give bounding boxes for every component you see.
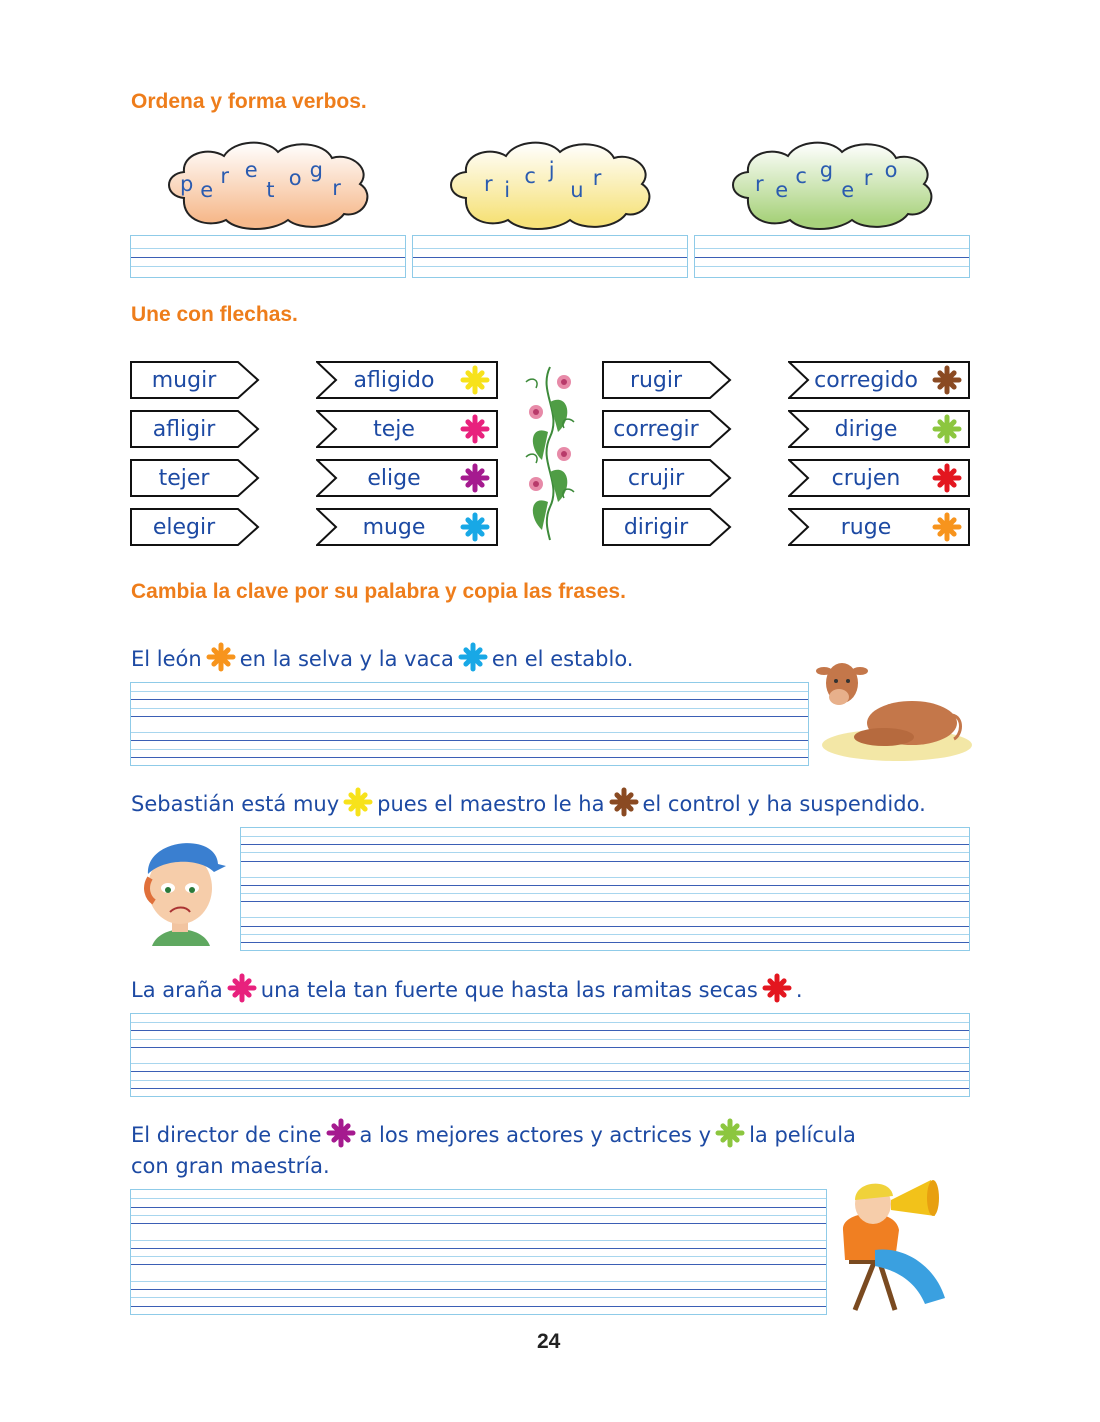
- cloud-letter: o: [288, 166, 302, 190]
- verb-tag-left-label: afligir: [152, 416, 216, 442]
- cow-illustration-icon: [812, 655, 972, 765]
- cloud-letter: r: [220, 164, 230, 188]
- sentence-4-line-2: con gran maestría.: [131, 1154, 330, 1178]
- copy-lines-4[interactable]: [130, 1189, 827, 1315]
- word-tag-right-label: corregido: [814, 367, 918, 393]
- splat-magenta-icon: [460, 414, 490, 444]
- splat-cyan-icon: [460, 512, 490, 542]
- cloud-letter: g: [309, 158, 323, 182]
- cloud-letter: j: [548, 158, 555, 182]
- sentence-1-part-c: en el establo.: [491, 647, 634, 671]
- word-tag-right[interactable]: [788, 361, 970, 399]
- cloud-letter: r: [592, 166, 602, 190]
- word-tag-right-label: crujen: [831, 465, 901, 491]
- splat-yellow-icon: [343, 787, 373, 826]
- cloud-letter: c: [795, 164, 807, 188]
- verb-tag-right[interactable]: [602, 410, 732, 448]
- verb-tag-left[interactable]: [130, 361, 260, 399]
- word-tag-left-label: teje: [373, 416, 415, 442]
- cloud-letter: r: [863, 166, 873, 190]
- verb-tag-left[interactable]: [130, 459, 260, 497]
- cloud-letter: p: [180, 172, 194, 196]
- sentence-3-part-a: La araña: [131, 978, 223, 1002]
- sentence-4-part-a: El director de cine: [131, 1123, 322, 1147]
- cloud-letter: t: [266, 178, 275, 202]
- cloud-letter: r: [755, 172, 764, 196]
- splat-brown-icon: [932, 365, 962, 395]
- section-title-une: Une con flechas.: [131, 303, 298, 326]
- splat-orange-icon: [206, 642, 236, 681]
- sentence-4-part-c: la película: [749, 1123, 856, 1147]
- cloud-letter: e: [200, 178, 214, 202]
- verb-tag-left-label: mugir: [151, 367, 217, 393]
- word-tag-left-label: afligido: [353, 367, 435, 393]
- verb-tag-right-label: dirigir: [623, 514, 689, 540]
- splat-red-icon: [932, 463, 962, 493]
- verb-tag-right[interactable]: [602, 459, 732, 497]
- word-tag-left-label: muge: [362, 514, 426, 540]
- sentence-3: [131, 973, 803, 1012]
- word-tag-left-label: elige: [367, 465, 421, 491]
- sentence-1: [131, 642, 633, 681]
- cloud-letter: c: [524, 164, 536, 188]
- verb-tag-left[interactable]: [130, 508, 260, 546]
- splat-purple-icon: [326, 1118, 356, 1157]
- cloud-letter: e: [775, 178, 789, 202]
- letter-cloud-1: [162, 138, 374, 230]
- word-tag-right-label: ruge: [840, 514, 892, 540]
- splat-magenta-icon: [227, 973, 257, 1012]
- cloud-letter: r: [332, 176, 341, 200]
- cloud-letter: u: [570, 178, 584, 202]
- splat-purple-icon: [460, 463, 490, 493]
- section-title-cambia: Cambia la clave por su palabra y copia las frases.: [131, 580, 626, 603]
- word-tag-left[interactable]: [316, 361, 498, 399]
- letter-cloud-3: [726, 138, 938, 230]
- sentence-3-part-c: .: [795, 978, 803, 1002]
- answer-lines-3[interactable]: [694, 235, 970, 278]
- verb-tag-right-label: rugir: [629, 367, 683, 393]
- splat-red-icon: [762, 973, 792, 1012]
- verb-tag-right-label: corregir: [613, 416, 699, 442]
- sentence-4-part-b: a los mejores actores y actrices y: [359, 1123, 712, 1147]
- cloud-letter: r: [484, 172, 493, 196]
- splat-green-icon: [715, 1118, 745, 1157]
- cloud-letter: o: [884, 158, 898, 182]
- word-tag-right[interactable]: [788, 459, 970, 497]
- verb-tag-left[interactable]: [130, 410, 260, 448]
- verb-tag-right[interactable]: [602, 361, 732, 399]
- word-tag-right[interactable]: [788, 508, 970, 546]
- sentence-1-part-b: en la selva y la vaca: [239, 647, 454, 671]
- sentence-1-part-a: El león: [131, 647, 202, 671]
- splat-yellow-icon: [460, 365, 490, 395]
- splat-cyan-icon: [458, 642, 488, 681]
- cloud-letter: i: [504, 178, 511, 202]
- sentence-2-part-a: Sebastián está muy: [131, 792, 340, 816]
- sad-boy-illustration-icon: [130, 828, 230, 954]
- word-tag-left[interactable]: [316, 459, 498, 497]
- cloud-letter: g: [819, 158, 834, 182]
- page-number: 24: [537, 1330, 561, 1353]
- word-tag-left[interactable]: [316, 508, 498, 546]
- copy-lines-3[interactable]: [130, 1013, 970, 1097]
- director-illustration-icon: [835, 1170, 955, 1318]
- answer-lines-2[interactable]: [412, 235, 688, 278]
- copy-lines-1[interactable]: [130, 682, 809, 766]
- verb-tag-left-label: tejer: [158, 465, 210, 491]
- verb-tag-right-label: crujir: [627, 465, 685, 491]
- splat-orange-icon: [932, 512, 962, 542]
- splat-green-icon: [932, 414, 962, 444]
- letter-cloud-2: [444, 138, 656, 230]
- word-tag-right-label: dirige: [834, 416, 898, 442]
- word-tag-right[interactable]: [788, 410, 970, 448]
- word-tag-left[interactable]: [316, 410, 498, 448]
- floral-ornament-icon: [518, 362, 582, 542]
- verb-tag-right[interactable]: [602, 508, 732, 546]
- answer-lines-1[interactable]: [130, 235, 406, 278]
- copy-lines-2[interactable]: [240, 827, 970, 951]
- sentence-2-part-b: pues el maestro le ha: [377, 792, 605, 816]
- sentence-2-part-c: el control y ha suspendido.: [642, 792, 926, 816]
- cloud-letter: e: [841, 178, 855, 202]
- cloud-letter: e: [244, 158, 258, 182]
- splat-brown-icon: [609, 787, 639, 826]
- section-title-ordena: Ordena y forma verbos.: [131, 90, 367, 113]
- sentence-2: [131, 787, 926, 826]
- sentence-3-part-b: una tela tan fuerte que hasta las ramitas secas: [260, 978, 758, 1002]
- verb-tag-left-label: elegir: [152, 514, 216, 540]
